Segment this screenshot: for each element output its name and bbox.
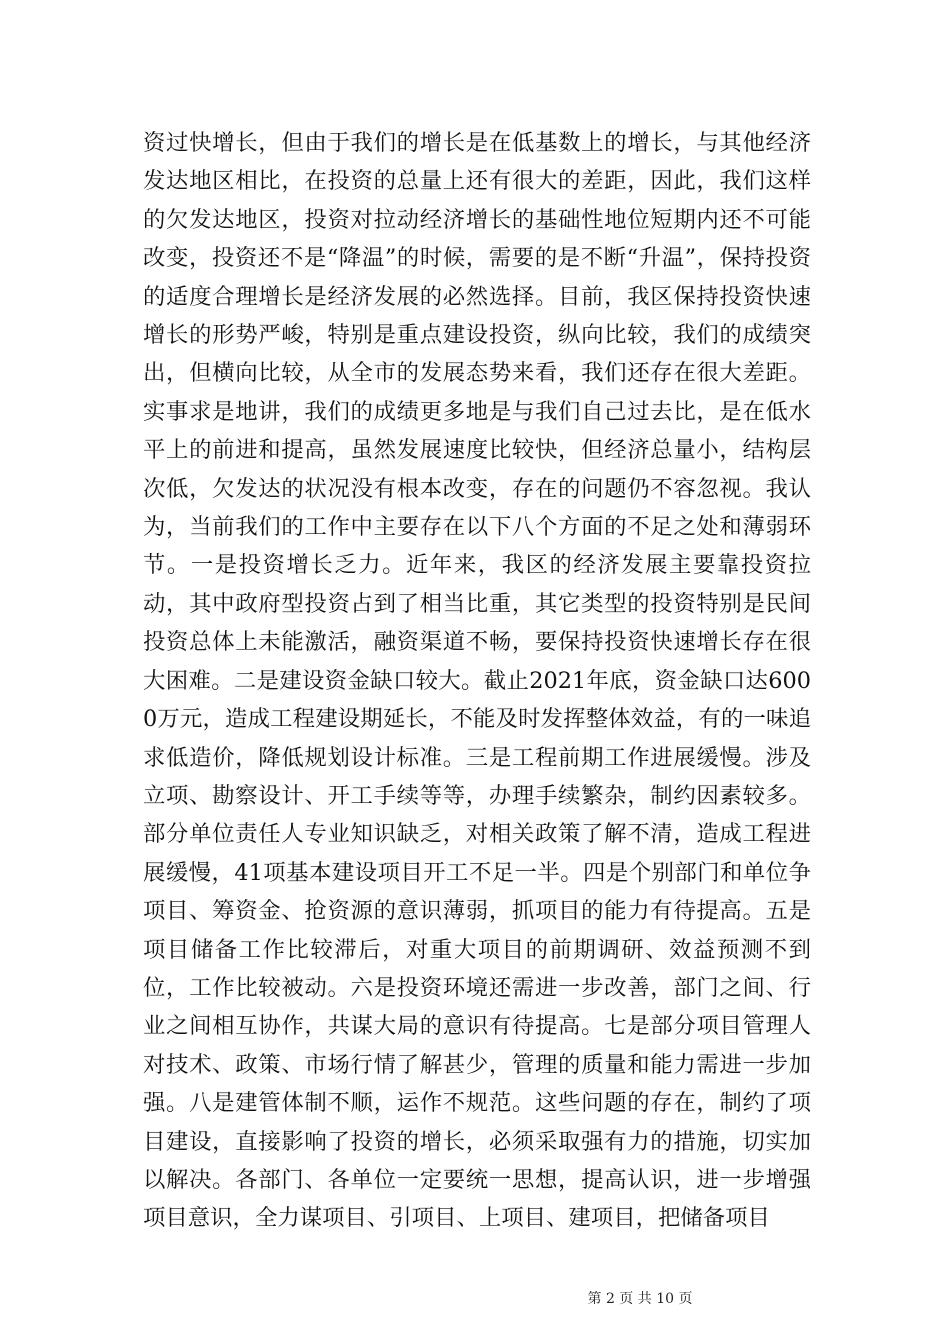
body-paragraph: 资过快增长，但由于我们的增长是在低基数上的增长，与其他经济发达地区相比，在投资的总量上还有很大的差距，因此，我们这样的欠发达地区，投资对拉动经济增长的基础性地位短期内还不可能改变，投资还不是“降温”的时候，需要的是不断“升温”，保持投资的适度合理增长是经济发展的必然选择。目前，我区保持投资快速增长的形势严峻，特别是重点建设投资，纵向比较，我们的成绩突出，但横向比较，从全市的发展态势来看，我们还存在很大差距。实事求是地讲，我们的成绩更多地是与我们自己过去比，是在低水平上的前进和提高，虽然发展速度比较快，但经济总量小，结构层次低，欠发达的状况没有根本改变，存在的问题仍不容忽视。我认为，当前我们的工作中主要存在以下八个方面的不足之处和薄弱环节。一是投资增长乏力。近年来，我区的经济发展主要靠投资拉动，其中政府型投资占到了相当比重，其它类型的投资特别是民间投资总体上未能激活，融资渠道不畅，要保持投资快速增长存在很大困难。二是建设资金缺口较大。截止2021年底，资金缺口达6000万元，造成工程建设期延长，不能及时发挥整体效益，有的一味追求低造价，降低规划设计标准。三是工程前期工作进展缓慢。涉及立项、勘察设计、开工手续等等，办理手续繁杂，制约因素较多。部分单位责任人专业知识缺乏，对相关政策了解不清，造成工程进展缓慢，41项基本建设项目开工不足一半。四是个别部门和单位争项目、筹资金、抢资源的意识薄弱，抓项目的能力有待提高。五是项目储备工作比较滞后，对重大项目的前期调研、效益预测不到位，工作比较被动。六是投资环境还需进一步改善，部门之间、行业之间相互协作，共谋大局的意识有待提高。七是部分项目管理人对技术、政策、市场行情了解甚少，管理的质量和能力需进一步加强。八是建管体制不顺，运作不规范。这些问题的存在，制约了项目建设，直接影响了投资的增长，必须采取强有力的措施，切实加以解决。各部门、各单位一定要统一思想，提高认识，进一步增强项目意识，全力谋项目、引项目、上项目、建项目，把储备项目 [143, 130, 811, 1232]
page-number: 第 2 页 共 10 页 [587, 1291, 693, 1307]
page-footer [0, 1290, 950, 1308]
